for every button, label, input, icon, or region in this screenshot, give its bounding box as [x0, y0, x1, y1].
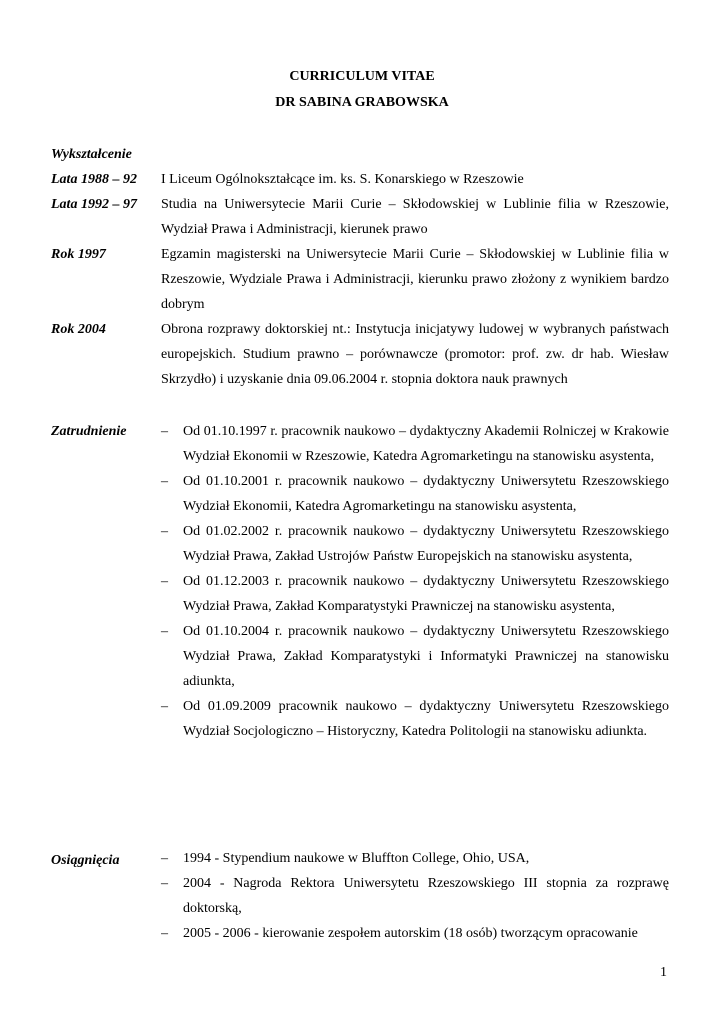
- dash-bullet: –: [161, 474, 168, 489]
- employment-list: [161, 419, 669, 744]
- dash-bullet: –: [161, 851, 168, 866]
- list-item-text: Od 01.10.2001 r. pracownik naukowo – dydaktyczny Uniwersytetu Rzeszowskiego Wydział Ekonomii, Katedra Agromarketingu na stanowisku asystenta,: [183, 474, 669, 514]
- dash-bullet: –: [161, 624, 168, 639]
- entry-label: Rok 2004: [51, 322, 106, 337]
- section-heading-achievements: Osiągnięcia: [51, 853, 120, 868]
- list-item-text: Od 01.10.1997 r. pracownik naukowo – dydaktyczny Akademii Rolniczej w Krakowie Wydział Ekonomii w Rzeszowie, Katedra Agromarketingu na stanowisku asystenta,: [183, 424, 669, 464]
- dash-bullet: –: [161, 699, 168, 714]
- list-item: [161, 519, 669, 569]
- list-item: [161, 469, 669, 519]
- list-item: [161, 694, 669, 744]
- list-item: [161, 419, 669, 469]
- entry-text: Egzamin magisterski na Uniwersytecie Marii Curie – Skłodowskiej w Lublinie filia w Rzeszowie, Wydziale Prawa i Administracji, kierunku prawo złożony z wynikiem bardzo dobrym: [161, 247, 669, 312]
- page-number: 1: [660, 965, 667, 980]
- dash-bullet: –: [161, 574, 168, 589]
- entry-text: Studia na Uniwersytecie Marii Curie – Skłodowskiej w Lublinie filia w Rzeszowie, Wydział Prawa i Administracji, kierunek prawo: [161, 197, 669, 237]
- document-title: CURRICULUM VITAE: [289, 69, 435, 84]
- list-item-text: 2005 - 2006 - kierowanie zespołem autorskim (18 osób) tworzącym opracowanie: [183, 926, 638, 941]
- dash-bullet: –: [161, 926, 168, 941]
- list-item: [161, 921, 669, 946]
- list-item-text: Od 01.12.2003 r. pracownik naukowo – dydaktyczny Uniwersytetu Rzeszowskiego Wydział Prawa, Zakład Komparatystyki Prawniczej na stanowisku asystenta,: [183, 574, 669, 614]
- list-item-text: 2004 - Nagroda Rektora Uniwersytetu Rzeszowskiego III stopnia za rozprawę doktorską,: [183, 876, 669, 916]
- list-item-text: 1994 - Stypendium naukowe w Bluffton College, Ohio, USA,: [183, 851, 530, 866]
- list-item: [161, 871, 669, 921]
- list-item: [161, 619, 669, 694]
- dash-bullet: –: [161, 424, 168, 439]
- list-item: [161, 846, 669, 871]
- section-heading-employment: Zatrudnienie: [51, 424, 127, 439]
- entry-label: Lata 1988 – 92: [51, 172, 137, 187]
- list-item-text: Od 01.10.2004 r. pracownik naukowo – dydaktyczny Uniwersytetu Rzeszowskiego Wydział Prawa, Zakład Komparatystyki i Informatyki Prawniczej na stanowisku adiunkta,: [183, 624, 669, 689]
- entry-label: Rok 1997: [51, 247, 106, 262]
- person-name: DR SABINA GRABOWSKA: [275, 95, 449, 110]
- list-item-text: Od 01.02.2002 r. pracownik naukowo – dydaktyczny Uniwersytetu Rzeszowskiego Wydział Prawa, Zakład Ustrojów Państw Europejskich na stanowisku asystenta,: [183, 524, 669, 564]
- list-item-text: Od 01.09.2009 pracownik naukowo – dydaktyczny Uniwersytetu Rzeszowskiego Wydział Socjologiczno – Historyczny, Katedra Politologii na stanowisku adiunkta.: [183, 699, 669, 739]
- dash-bullet: –: [161, 876, 168, 891]
- dash-bullet: –: [161, 524, 168, 539]
- entry-text: Obrona rozprawy doktorskiej nt.: Instytucja inicjatywy ludowej w wybranych państwach europejskich. Studium prawno – porównawcze (promotor: prof. zw. dr hab. Wiesław Skrzydło) i uzyskanie dnia 09.06.2004 r. stopnia doktora nauk prawnych: [161, 322, 669, 387]
- list-item: [161, 569, 669, 619]
- entry-text: I Liceum Ogólnokształcące im. ks. S. Konarskiego w Rzeszowie: [161, 172, 524, 187]
- section-heading-education: Wykształcenie: [51, 147, 132, 162]
- achievements-list: [161, 846, 669, 946]
- entry-label: Lata 1992 – 97: [51, 197, 137, 212]
